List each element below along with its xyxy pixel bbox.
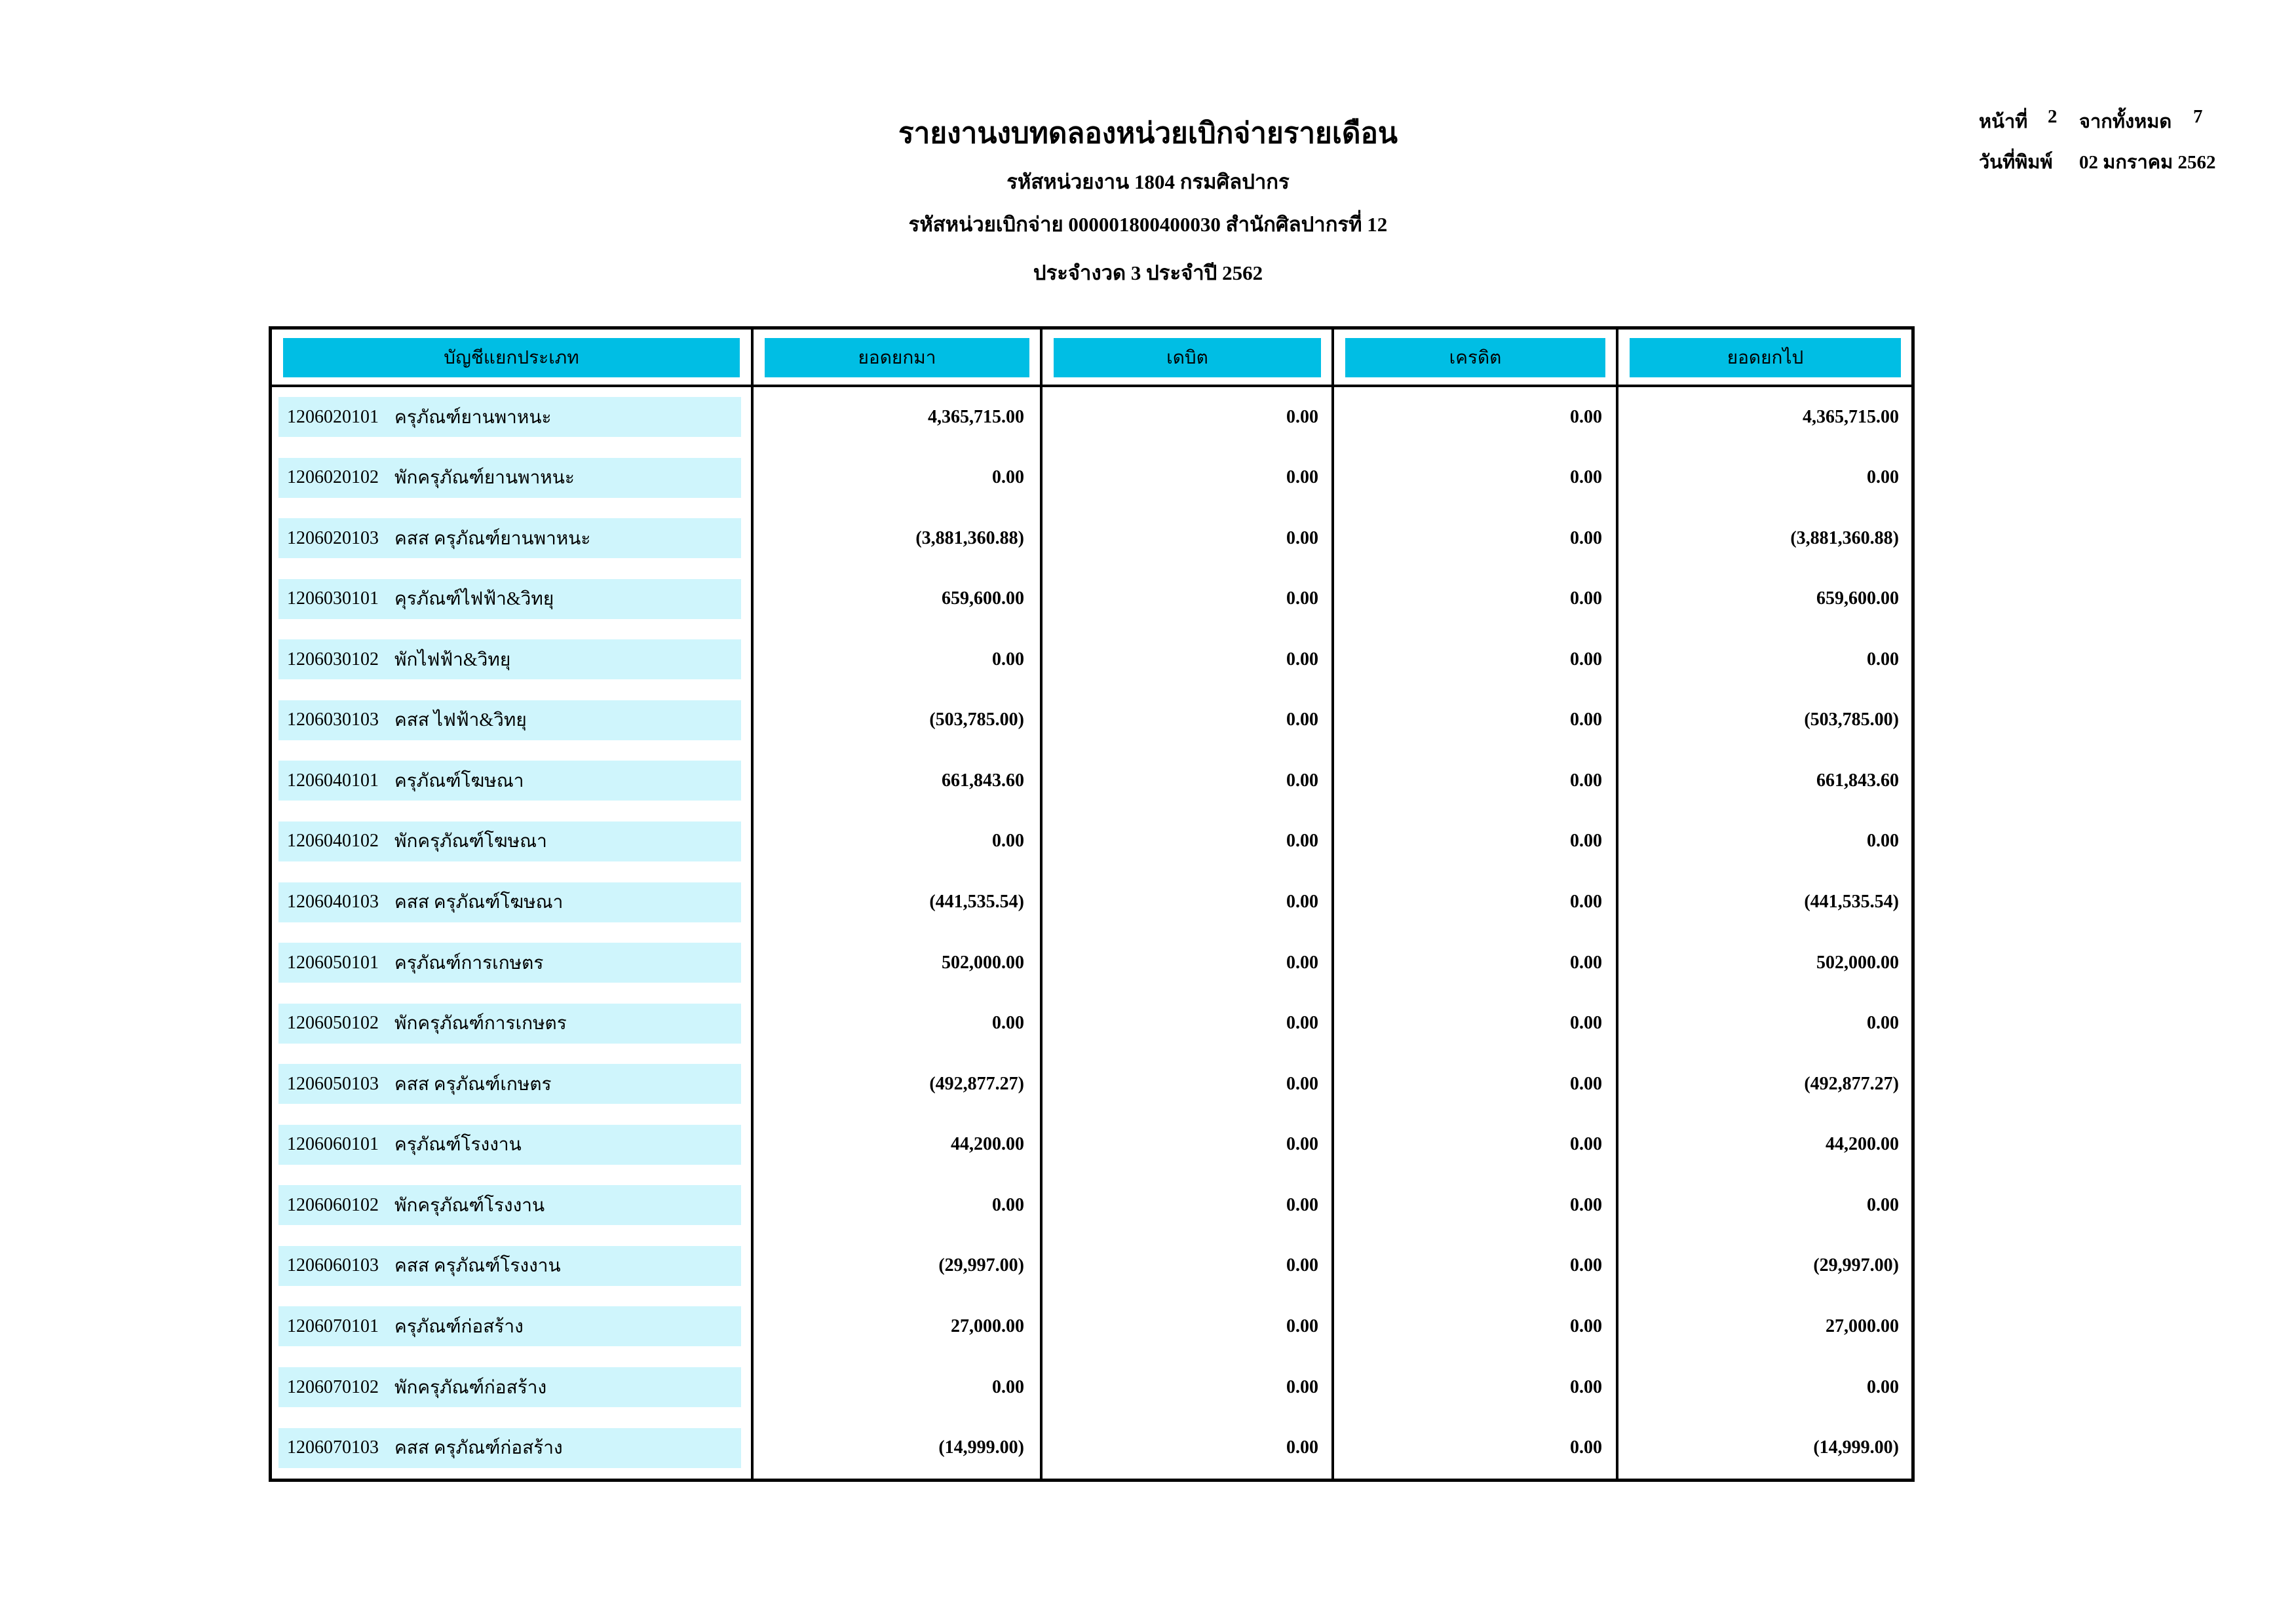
credit-value: 0.00 (1570, 1437, 1602, 1458)
balance-carried-forward-value: (14,999.00) (1813, 1437, 1899, 1458)
credit-value: 0.00 (1570, 467, 1602, 488)
balance-brought-forward-value: (14,999.00) (938, 1437, 1024, 1458)
debit-value: 0.00 (1286, 467, 1318, 488)
account-name: พักครุภัณฑ์ยานพาหนะ (394, 468, 575, 489)
account-cell (278, 639, 741, 679)
report-subtitle-agency: รหัสหน่วยงาน 1804 กรมศิลปากร (1006, 170, 1290, 193)
table-row (272, 812, 1911, 873)
account-name: พักครุภัณฑ์โรงงาน (394, 1195, 545, 1216)
balance-brought-forward-value: (441,535.54) (929, 892, 1024, 912)
account-code: 1206040103 (287, 892, 379, 912)
debit-value: 0.00 (1286, 831, 1318, 852)
header-cell-account: บัญชีแยกประเภท (283, 338, 740, 377)
table-row (272, 933, 1911, 994)
debit-value: 0.00 (1286, 406, 1318, 427)
account-code: 1206020101 (287, 406, 379, 427)
credit-value: 0.00 (1570, 709, 1602, 730)
account-name: ครุภัณฑ์โรงงาน (394, 1135, 522, 1156)
balance-carried-forward-value: (492,877.27) (1804, 1073, 1899, 1094)
account-code: 1206060103 (287, 1255, 379, 1276)
account-code: 1206060102 (287, 1194, 379, 1215)
debit-value: 0.00 (1286, 1194, 1318, 1215)
balance-carried-forward-value: 0.00 (1867, 467, 1899, 488)
account-cell (278, 579, 741, 619)
balance-carried-forward-value: (29,997.00) (1813, 1255, 1899, 1276)
account-code: 1206030101 (287, 588, 379, 609)
balance-carried-forward-value: 0.00 (1867, 1376, 1899, 1397)
account-code: 1206050102 (287, 1013, 379, 1034)
balance-brought-forward-value: 0.00 (992, 467, 1024, 488)
balance-brought-forward-value: 4,365,715.00 (928, 406, 1024, 427)
debit-value: 0.00 (1286, 588, 1318, 609)
balance-carried-forward-value: 0.00 (1867, 831, 1899, 852)
table-row (272, 1236, 1911, 1297)
balance-brought-forward-value: 0.00 (992, 649, 1024, 670)
balance-brought-forward-value: 659,600.00 (942, 588, 1024, 609)
page-number: 2 (2048, 106, 2057, 127)
credit-value: 0.00 (1570, 770, 1602, 791)
header-cell-balance-carried-forward: ยอดยกไป (1630, 338, 1901, 377)
credit-value: 0.00 (1570, 1194, 1602, 1215)
credit-value: 0.00 (1570, 892, 1602, 912)
balance-carried-forward-value: (441,535.54) (1804, 892, 1899, 912)
total-pages-label: จากทั้งหมด (2079, 111, 2172, 132)
account-name: พักครุภัณฑ์การเกษตร (394, 1013, 567, 1034)
debit-value: 0.00 (1286, 1255, 1318, 1276)
credit-value: 0.00 (1570, 406, 1602, 427)
balance-brought-forward-value: 0.00 (992, 1376, 1024, 1397)
table-row (272, 1054, 1911, 1115)
credit-value: 0.00 (1570, 527, 1602, 548)
balance-brought-forward-value: (29,997.00) (938, 1255, 1024, 1276)
account-name: ครุภัณฑ์ยานพาหนะ (394, 407, 552, 428)
account-cell (278, 1306, 741, 1346)
balance-brought-forward-value: 661,843.60 (942, 770, 1024, 791)
balance-brought-forward-value: (492,877.27) (929, 1073, 1024, 1094)
account-name: พักครุภัณฑ์ก่อสร้าง (394, 1377, 547, 1398)
credit-value: 0.00 (1570, 649, 1602, 670)
account-name: พักไฟฟ้า&วิทยุ (394, 649, 511, 670)
balance-carried-forward-value: 0.00 (1867, 1194, 1899, 1215)
account-cell (278, 397, 741, 437)
account-code: 1206070101 (287, 1315, 379, 1336)
debit-value: 0.00 (1286, 770, 1318, 791)
header-cell-debit: เดบิต (1054, 338, 1321, 377)
credit-value: 0.00 (1570, 1073, 1602, 1094)
credit-value: 0.00 (1570, 1013, 1602, 1034)
account-code: 1206050103 (287, 1073, 379, 1094)
balance-brought-forward-value: 502,000.00 (942, 952, 1024, 973)
account-name: คสส ครุภัณฑ์โฆษณา (394, 892, 564, 913)
account-cell (278, 943, 741, 983)
account-name: คุรภัณฑ์ไฟฟ้า&วิทยุ (394, 589, 554, 610)
account-cell (278, 1428, 741, 1468)
debit-value: 0.00 (1286, 649, 1318, 670)
account-code: 1206030103 (287, 709, 379, 730)
table-row (272, 448, 1911, 509)
balance-carried-forward-value: (3,881,360.88) (1790, 527, 1899, 548)
account-cell (278, 518, 741, 558)
balance-brought-forward-value: (3,881,360.88) (915, 527, 1024, 548)
credit-value: 0.00 (1570, 1315, 1602, 1336)
account-code: 1206060101 (287, 1134, 379, 1155)
debit-value: 0.00 (1286, 1315, 1318, 1336)
total-pages: 7 (2193, 106, 2203, 127)
credit-value: 0.00 (1570, 588, 1602, 609)
account-name: ครุภัณฑ์โฆษณา (394, 770, 524, 791)
table-row (272, 690, 1911, 751)
table-row (272, 508, 1911, 569)
trial-balance-table (269, 326, 1915, 1482)
account-cell (278, 821, 741, 861)
account-cell (278, 1004, 741, 1044)
balance-brought-forward-value: 0.00 (992, 1194, 1024, 1215)
table-row (272, 1115, 1911, 1176)
debit-value: 0.00 (1286, 952, 1318, 973)
credit-value: 0.00 (1570, 952, 1602, 973)
balance-carried-forward-value: 502,000.00 (1816, 952, 1899, 973)
table-row (272, 1418, 1911, 1479)
balance-carried-forward-value: 27,000.00 (1826, 1315, 1899, 1336)
balance-brought-forward-value: 0.00 (992, 1013, 1024, 1034)
account-name: คสส ครุภัณฑ์โรงงาน (394, 1256, 561, 1277)
account-code: 1206030102 (287, 649, 379, 670)
balance-carried-forward-value: 661,843.60 (1816, 770, 1899, 791)
table-row (272, 1296, 1911, 1357)
balance-carried-forward-value: (503,785.00) (1804, 709, 1899, 730)
account-cell (278, 458, 741, 498)
table-row (272, 569, 1911, 630)
balance-carried-forward-value: 659,600.00 (1816, 588, 1899, 609)
debit-value: 0.00 (1286, 1134, 1318, 1155)
balance-brought-forward-value: 44,200.00 (951, 1134, 1024, 1155)
table-row (272, 873, 1911, 934)
table-row (272, 751, 1911, 812)
account-cell (278, 1246, 741, 1286)
account-cell (278, 1367, 741, 1407)
credit-value: 0.00 (1570, 1134, 1602, 1155)
table-body (272, 387, 1911, 1479)
account-name: ครุภัณฑ์ก่อสร้าง (394, 1316, 524, 1337)
account-code: 1206020102 (287, 467, 379, 488)
debit-value: 0.00 (1286, 527, 1318, 548)
account-code: 1206070103 (287, 1437, 379, 1458)
account-cell (278, 1185, 741, 1225)
account-name: คสส ครุภัณฑ์ยานพาหนะ (394, 528, 591, 549)
balance-brought-forward-value: 27,000.00 (951, 1315, 1024, 1336)
report-subtitle-period: ประจำงวด 3 ประจำปี 2562 (1033, 261, 1263, 284)
debit-value: 0.00 (1286, 709, 1318, 730)
print-date: 02 มกราคม 2562 (2079, 152, 2216, 173)
balance-carried-forward-value: 0.00 (1867, 1013, 1899, 1034)
debit-value: 0.00 (1286, 1376, 1318, 1397)
balance-carried-forward-value: 44,200.00 (1826, 1134, 1899, 1155)
balance-carried-forward-value: 4,365,715.00 (1803, 406, 1899, 427)
balance-brought-forward-value: (503,785.00) (929, 709, 1024, 730)
credit-value: 0.00 (1570, 1255, 1602, 1276)
account-cell (278, 700, 741, 740)
account-code: 1206020103 (287, 527, 379, 548)
account-code: 1206070102 (287, 1376, 379, 1397)
balance-carried-forward-value: 0.00 (1867, 649, 1899, 670)
debit-value: 0.00 (1286, 1013, 1318, 1034)
table-row (272, 630, 1911, 690)
account-cell (278, 761, 741, 801)
table-row (272, 994, 1911, 1055)
balance-brought-forward-value: 0.00 (992, 831, 1024, 852)
report-title: รายงานงบทดลองหน่วยเบิกจ่ายรายเดือน (898, 117, 1398, 149)
print-date-label: วันที่พิมพ์ (1979, 152, 2053, 173)
account-code: 1206040102 (287, 831, 379, 852)
table-row (272, 1175, 1911, 1236)
account-name: คสส ไฟฟ้า&วิทยุ (394, 710, 527, 731)
credit-value: 0.00 (1570, 1376, 1602, 1397)
table-row (272, 387, 1911, 448)
debit-value: 0.00 (1286, 1437, 1318, 1458)
credit-value: 0.00 (1570, 831, 1602, 852)
page-number-label: หน้าที่ (1979, 111, 2028, 132)
account-name: พักครุภัณฑ์โฆษณา (394, 831, 547, 852)
debit-value: 0.00 (1286, 892, 1318, 912)
account-cell (278, 882, 741, 922)
account-code: 1206040101 (287, 770, 379, 791)
report-subtitle-unit: รหัสหน่วยเบิกจ่าย 000001800400030 สำนักศิลปากรที่ 12 (908, 213, 1388, 236)
table-row (272, 1357, 1911, 1418)
header-cell-balance-brought-forward: ยอดยกมา (765, 338, 1029, 377)
account-cell (278, 1125, 741, 1165)
account-name: ครุภัณฑ์การเกษตร (394, 953, 544, 973)
account-code: 1206050101 (287, 952, 379, 973)
account-name: คสส ครุภัณฑ์ก่อสร้าง (394, 1438, 563, 1459)
debit-value: 0.00 (1286, 1073, 1318, 1094)
header-cell-credit: เครดิต (1345, 338, 1605, 377)
account-name: คสส ครุภัณฑ์เกษตร (394, 1074, 552, 1095)
account-cell (278, 1064, 741, 1104)
